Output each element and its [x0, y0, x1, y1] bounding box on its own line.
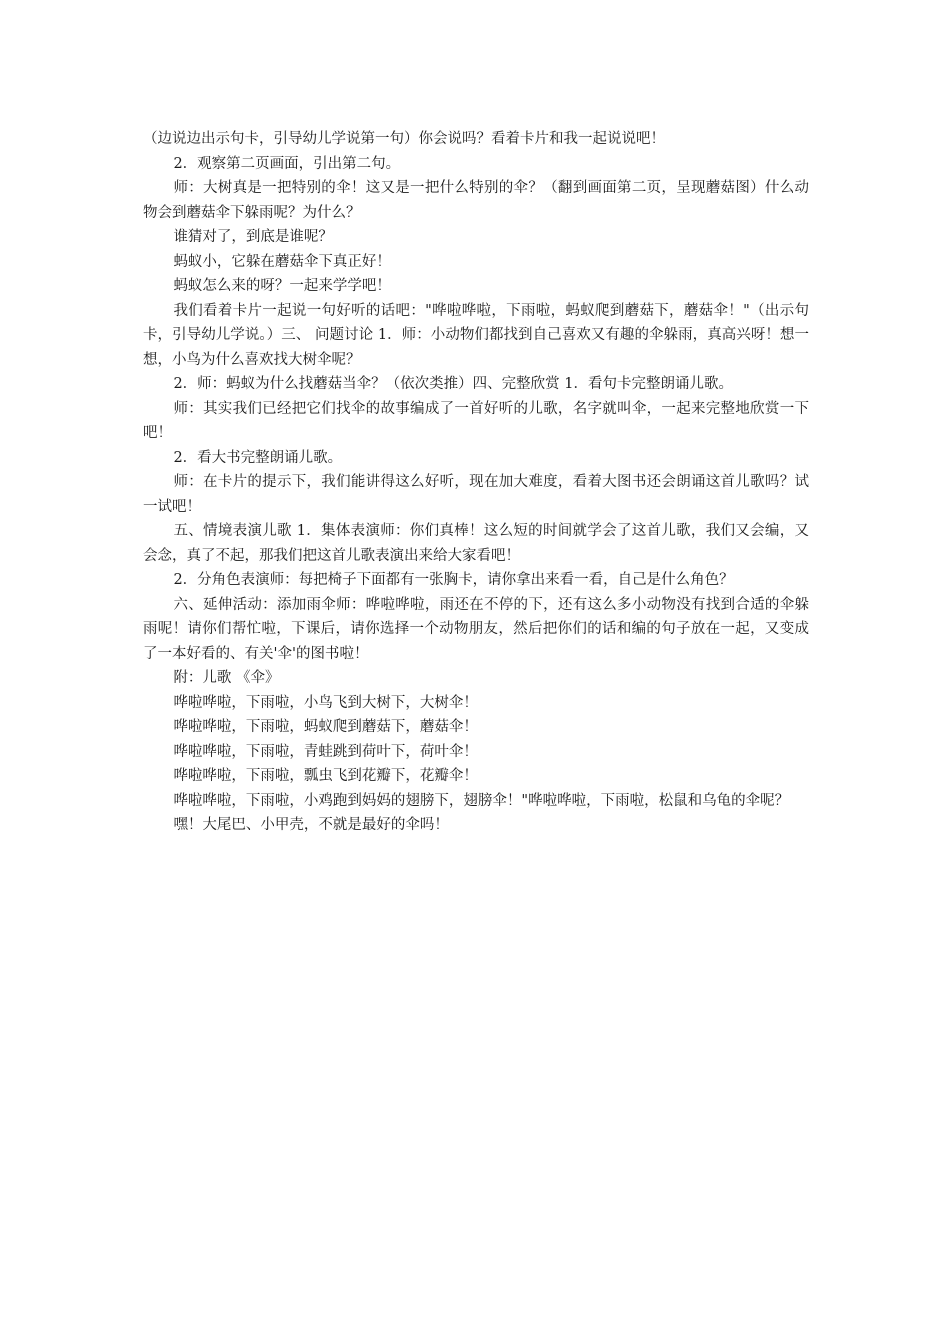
paragraph: 五、情境表演儿歌 1．集体表演师：你们真棒！这么短的时间就学会了这首儿歌，我们又会编，又会念，真了不起，那我们把这首儿歌表演出来给大家看吧！ — [143, 523, 809, 564]
paragraph: 师：其实我们已经把它们找伞的故事编成了一首好听的儿歌，名字就叫伞，一起来完整地欣赏一下吧！ — [143, 400, 809, 441]
paragraph: 2．分角色表演师：每把椅子下面都有一张胸卡，请你拿出来看一看，自己是什么角色？ — [173, 572, 734, 588]
poem-line: 哗啦哗啦，下雨啦，小鸡跑到妈妈的翅膀下，翅膀伞！"哗啦哗啦，下雨啦，松鼠和乌龟的伞呢？ — [173, 792, 790, 809]
poem-line: 哗啦哗啦，下雨啦，瓢虫飞到花瓣下，花瓣伞！ — [173, 768, 478, 784]
poem-line: 哗啦哗啦，下雨啦，青蛙跳到荷叶下，荷叶伞！ — [173, 743, 478, 760]
paragraph: 我们看着卡片一起说一句好听的话吧："哗啦哗啦，下雨啦，蚂蚁爬到蘑菇下，蘑菇伞！"（出示句卡，引导幼儿学说。）三、 问题讨论 1．师：小动物们都找到自己喜欢又有趣的伞躲雨，真高兴呀！想一想，小鸟为什么喜欢找大树伞呢？ — [143, 302, 809, 368]
paragraph: （边说边出示句卡，引导幼儿学说第一句）你会说吗？看着卡片和我一起说说吧！ — [143, 131, 665, 147]
paragraph: 蚂蚁小，它躲在蘑菇伞下真正好！ — [173, 253, 391, 270]
poem-line: 哗啦哗啦，下雨啦，小鸟飞到大树下，大树伞！ — [173, 694, 478, 711]
paragraph: 2．师：蚂蚁为什么找蘑菇当伞？（依次类推）四、完整欣赏 1．看句卡完整朗诵儿歌。 — [173, 376, 733, 392]
poem-line: 哗啦哗啦，下雨啦，蚂蚁爬到蘑菇下，蘑菇伞！ — [173, 719, 478, 735]
paragraph: 2．观察第二页画面，引出第二句。 — [173, 155, 401, 172]
paragraph: 谁猜对了，到底是谁呢？ — [173, 229, 333, 245]
document-body — [143, 127, 809, 838]
paragraph: 蚂蚁怎么来的呀？一起来学学吧！ — [173, 278, 391, 294]
paragraph: 师：大树真是一把特别的伞！这又是一把什么特别的伞？（翻到画面第二页，呈现蘑菇图）什么动物会到蘑菇伞下躲雨呢？为什么？ — [143, 180, 809, 221]
paragraph: 附：儿歌 《伞》 — [173, 670, 280, 686]
paragraph: 六、延伸活动：添加雨伞师：哗啦哗啦，雨还在不停的下，还有这么多小动物没有找到合适的伞躲雨呢！请你们帮忙啦，下课后，请你选择一个动物朋友，然后把你们的话和编的句子放在一起，又变成了一本好看的、有关'伞'的图书啦！ — [143, 596, 809, 662]
paragraph: 嘿！大尾巴、小甲壳，不就是最好的伞吗！ — [173, 817, 449, 833]
paragraph: 2．看大书完整朗诵儿歌。 — [173, 449, 343, 466]
paragraph: 师：在卡片的提示下，我们能讲得这么好听，现在加大难度，看着大图书还会朗诵这首儿歌吗？试一试吧！ — [143, 474, 809, 515]
